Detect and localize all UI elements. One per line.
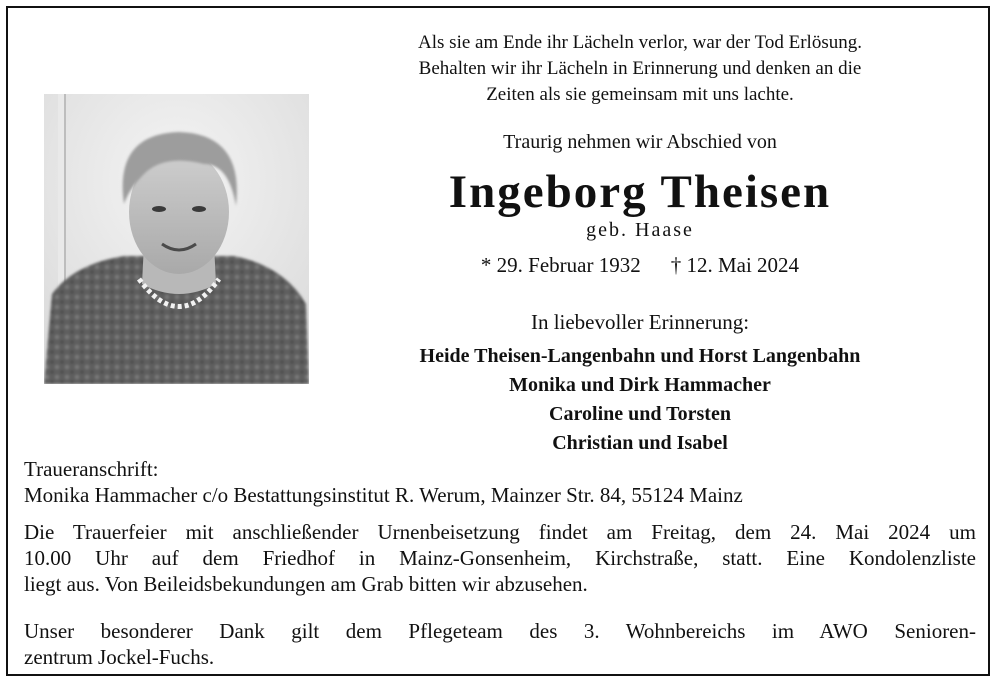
death-date: † 12. Mai 2024 — [670, 253, 800, 277]
ceremony-line: liegt aus. Von Beileidsbekundungen am Grab bitten wir abzusehen. — [24, 572, 588, 596]
ceremony-info — [24, 519, 976, 597]
thanks-line: zentrum Jockel-Fuchs. — [24, 645, 215, 669]
address-label: Traueranschrift: — [24, 457, 159, 481]
mourner-entry: Christian und Isabel — [552, 432, 728, 454]
verse-line: Zeiten als sie gemeinsam mit uns lachte. — [486, 84, 794, 105]
birth-name: geb. Haase — [586, 219, 694, 241]
thanks-note — [24, 618, 976, 670]
life-dates — [330, 253, 950, 278]
mourning-address — [24, 456, 976, 508]
verse-line: Als sie am Ende ihr Lächeln verlor, war der Tod Erlösung. — [418, 32, 862, 53]
mourner-entry: Caroline und Torsten — [549, 403, 731, 425]
ceremony-line: 10.00 Uhr auf dem Friedhof in Mainz-Gonsenheim, Kirchstraße, statt. Eine Kondolenzliste — [24, 546, 976, 570]
portrait-photo — [44, 94, 309, 384]
mourners-list — [330, 342, 950, 458]
birth-date: * 29. Februar 1932 — [480, 253, 641, 277]
address-text: Monika Hammacher c/o Bestattungsinstitut R. Werum, Mainzer Str. 84, 55124 Mainz — [24, 483, 743, 507]
deceased-name: Ingeborg Theisen — [448, 166, 832, 218]
memory-label: In liebevoller Erinnerung: — [530, 310, 750, 334]
ceremony-line: Die Trauerfeier mit anschließender Urnenbeisetzung findet am Freitag, dem 24. Mai 2024 um — [24, 520, 976, 544]
mourner-entry: Monika und Dirk Hammacher — [509, 374, 771, 396]
farewell-intro: Traurig nehmen wir Abschied von — [503, 131, 777, 153]
verse-line: Behalten wir ihr Lächeln in Erinnerung und denken an die — [418, 58, 862, 79]
memorial-verse — [330, 30, 950, 108]
thanks-line: Unser besonderer Dank gilt dem Pflegeteam des 3. Wohnbereichs im AWO Senioren- — [24, 619, 976, 643]
mourner-entry: Heide Theisen-Langenbahn und Horst Langenbahn — [419, 345, 861, 367]
